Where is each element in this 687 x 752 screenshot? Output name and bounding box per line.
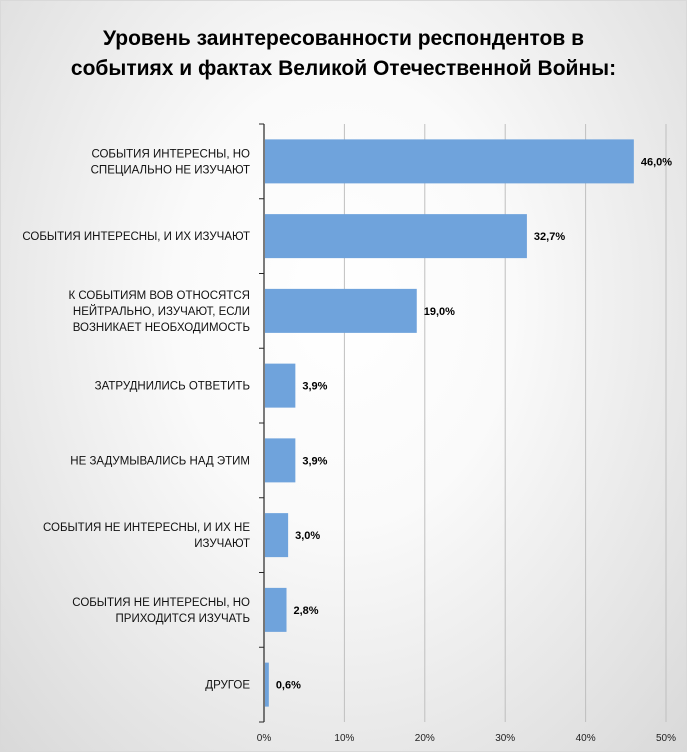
bar: [265, 663, 269, 707]
value-label: 3,9%: [302, 380, 328, 393]
bar: [265, 438, 295, 482]
category-label-line: ИЗУЧАЮТ: [194, 538, 250, 551]
chart-title-line-2: событиях и фактах Великой Отечественной Войны:: [70, 57, 617, 80]
value-label: 19,0%: [423, 305, 455, 318]
x-tick-label: 30%: [495, 733, 516, 744]
bar: [265, 588, 287, 632]
category-label-line: СОБЫТИЯ НЕ ИНТЕРЕСНЫ, НО: [72, 596, 250, 609]
bar: [265, 214, 527, 258]
x-tick-label: 10%: [334, 733, 355, 744]
category-label-line: ПРИХОДИТСЯ ИЗУЧАТЬ: [115, 612, 250, 625]
category-label-line: НЕ ЗАДУМЫВАЛИСЬ НАД ЭТИМ: [70, 455, 250, 468]
category-label: [205, 680, 250, 692]
bar: [265, 364, 295, 408]
category-label-line: СОБЫТИЯ НЕ ИНТЕРЕСНЫ, И ИХ НЕ: [42, 522, 250, 535]
category-label-line: К СОБЫТИЯМ ВОВ ОТНОСЯТСЯ: [68, 289, 250, 302]
bar: [265, 289, 417, 333]
category-label-line: СОБЫТИЯ ИНТЕРЕСНЫ, НО: [91, 148, 250, 161]
value-label: 3,0%: [295, 530, 321, 543]
chart-title-line-1: Уровень заинтересованности респондентов в: [102, 27, 585, 50]
category-label-line: ВОЗНИКАЕТ НЕОБХОДИМОСТЬ: [72, 321, 250, 334]
x-tick-label: 40%: [575, 733, 596, 744]
category-label-line: ДРУГОЕ: [205, 679, 250, 692]
category-label: [68, 290, 250, 334]
value-label: 46,0%: [640, 156, 673, 169]
category-label: [22, 231, 250, 243]
category-label: [91, 148, 250, 176]
category-label-line: ЗАТРУДНИЛИСЬ ОТВЕТИТЬ: [94, 380, 250, 393]
category-label: [43, 522, 250, 550]
category-label: [95, 381, 250, 393]
value-label: 2,8%: [293, 604, 319, 617]
category-label: [70, 455, 250, 467]
x-tick-label: 0%: [256, 733, 272, 744]
category-label-line: СОБЫТИЯ ИНТЕРЕСНЫ, И ИХ ИЗУЧАЮТ: [22, 231, 250, 244]
bar: [265, 513, 288, 557]
value-label: 0,6%: [275, 679, 301, 692]
bar: [265, 139, 634, 183]
category-label-line: НЕЙТРАЛЬНО, ИЗУЧАЮТ, ЕСЛИ: [72, 305, 250, 318]
value-label: 32,7%: [533, 231, 566, 244]
category-label-line: СПЕЦИАЛЬНО НЕ ИЗУЧАЮТ: [90, 164, 250, 177]
category-label: [72, 597, 250, 625]
x-tick-label: 20%: [414, 733, 435, 744]
x-tick-label: 50%: [655, 733, 677, 744]
value-label: 3,9%: [302, 455, 328, 468]
